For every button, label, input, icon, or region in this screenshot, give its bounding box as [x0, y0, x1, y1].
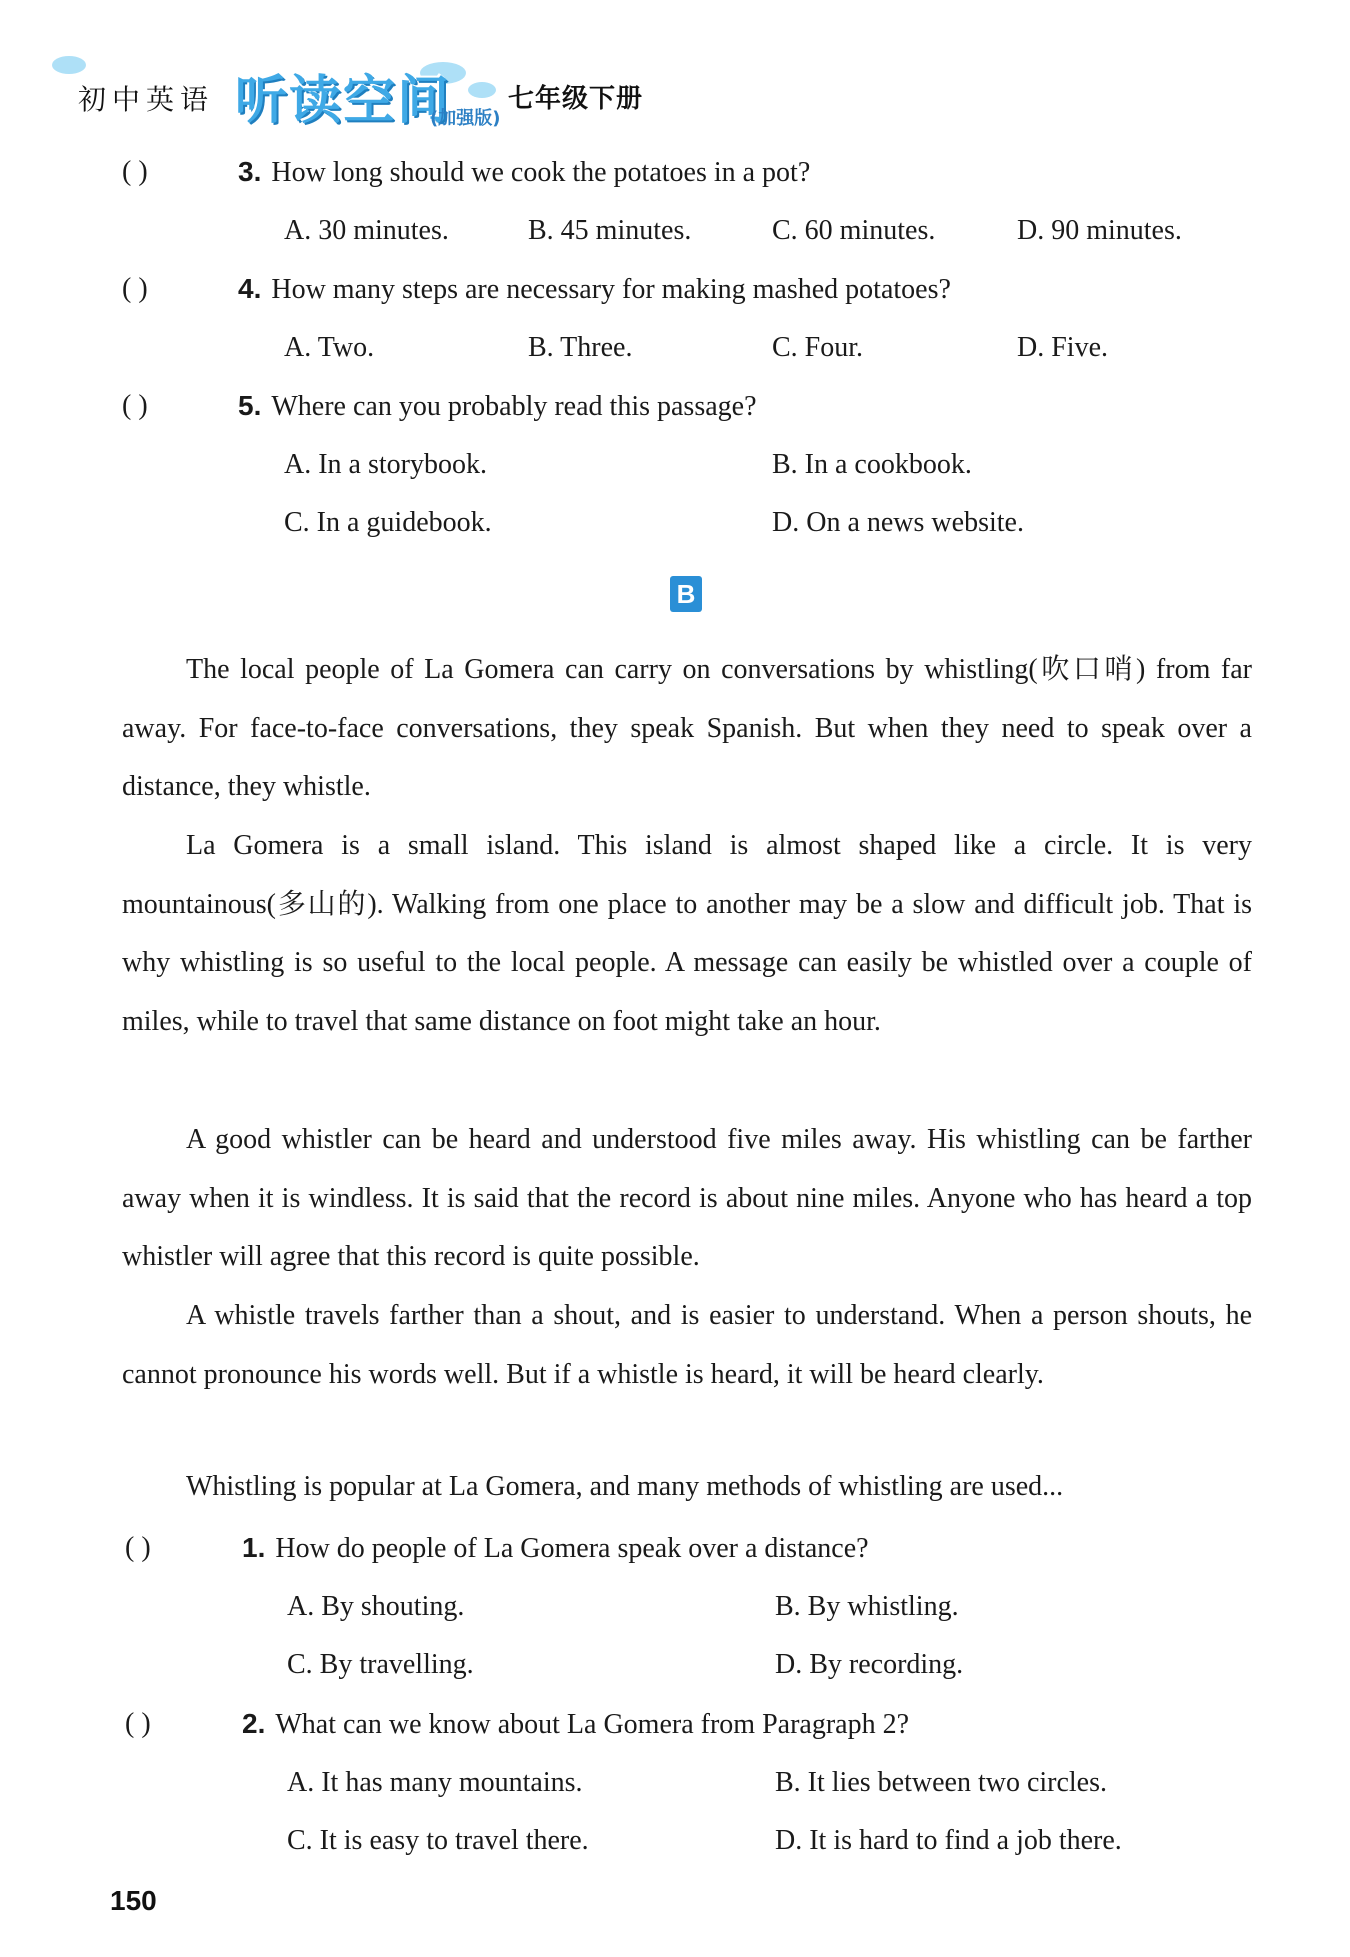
option-b: B. 45 minutes.: [528, 215, 692, 246]
option-b: B. It lies between two circles.: [775, 1767, 1108, 1798]
option-b: B. By whistling.: [775, 1591, 959, 1622]
question-number: 2.: [242, 1708, 266, 1739]
option-d: D. It is hard to find a job there.: [775, 1825, 1122, 1856]
option-a: A. 30 minutes.: [284, 215, 449, 246]
option-a: A. In a storybook.: [284, 449, 487, 480]
option-a: A. Two.: [284, 332, 375, 363]
passage-paragraph-1: The local people of La Gomera can carry on conversations by whistling(吹口哨) from far away. For face-to-face conversations, they speak Spanish. But when they need to speak over a distance, they whistle.: [122, 654, 1252, 803]
passage-paragraph-3: A good whistler can be heard and understood five miles away. His whistling can be farther away when it is windless. It is said that the record is about nine miles. Anyone who has heard a top whistler will agree that this record is quite possible.: [122, 1124, 1252, 1273]
answer-blank[interactable]: ( ): [125, 1708, 151, 1739]
option-d: D. Five.: [1017, 332, 1108, 363]
question-number: 3.: [238, 156, 262, 187]
answer-blank[interactable]: ( ): [122, 156, 148, 187]
option-a: A. It has many mountains.: [287, 1767, 583, 1798]
option-a: A. By shouting.: [287, 1591, 465, 1622]
option-c: C. 60 minutes.: [772, 215, 936, 246]
option-c: C. In a guidebook.: [284, 507, 492, 538]
option-c: C. By travelling.: [287, 1649, 474, 1680]
option-d: D. On a news website.: [772, 507, 1024, 538]
answer-blank[interactable]: ( ): [122, 273, 148, 304]
option-c: C. Four.: [772, 332, 864, 363]
header-subject: 初中英语: [78, 83, 215, 116]
answer-blank[interactable]: ( ): [122, 390, 148, 421]
question-text: How many steps are necessary for making mashed potatoes?: [271, 274, 951, 305]
option-b: B. In a cookbook.: [772, 449, 972, 480]
question-number: 5.: [238, 390, 262, 421]
question-stem: [242, 1532, 869, 1565]
option-d: D. 90 minutes.: [1017, 215, 1182, 246]
header-title: 听读空间: [235, 71, 452, 131]
header-edition: (加强版): [430, 108, 501, 129]
question-stem: [242, 1708, 909, 1741]
section-badge: B: [670, 576, 702, 612]
passage-paragraph-4: A whistle travels farther than a shout, and is easier to understand. When a person shouts, he cannot pronounce his words well. But if a whistle is heard, it will be heard clearly.: [122, 1300, 1252, 1390]
option-d: D. By recording.: [775, 1649, 964, 1680]
question-text: How long should we cook the potatoes in a pot?: [271, 157, 811, 188]
page-header: [70, 48, 1270, 131]
question-text: Where can you probably read this passage?: [271, 391, 757, 422]
answer-blank[interactable]: ( ): [125, 1532, 151, 1563]
passage-last-line: Whistling is popular at La Gomera, and many methods of whistling are used...: [186, 1471, 1064, 1502]
header-grade: 七年级下册: [508, 84, 644, 114]
option-b: B. Three.: [528, 332, 633, 363]
cloud-icon: [468, 82, 496, 98]
question-text: What can we know about La Gomera from Paragraph 2?: [275, 1709, 909, 1740]
question-stem: [238, 390, 757, 423]
page-number: 150: [110, 1885, 157, 1916]
question-number: 4.: [238, 273, 262, 304]
cloud-icon: [52, 56, 86, 74]
question-number: 1.: [242, 1532, 266, 1563]
question-stem: [238, 273, 951, 306]
question-stem: [238, 156, 810, 189]
passage-paragraph-2: La Gomera is a small island. This island is almost shaped like a circle. It is very mountainous(多山的). Walking from one place to another may be a slow and difficult job. That is why whistling is so useful to the local people. A message can easily be whistled over a couple of miles, while to travel that same distance on foot might take an hour.: [122, 830, 1252, 1038]
question-text: How do people of La Gomera speak over a distance?: [275, 1533, 869, 1564]
option-c: C. It is easy to travel there.: [287, 1825, 589, 1856]
